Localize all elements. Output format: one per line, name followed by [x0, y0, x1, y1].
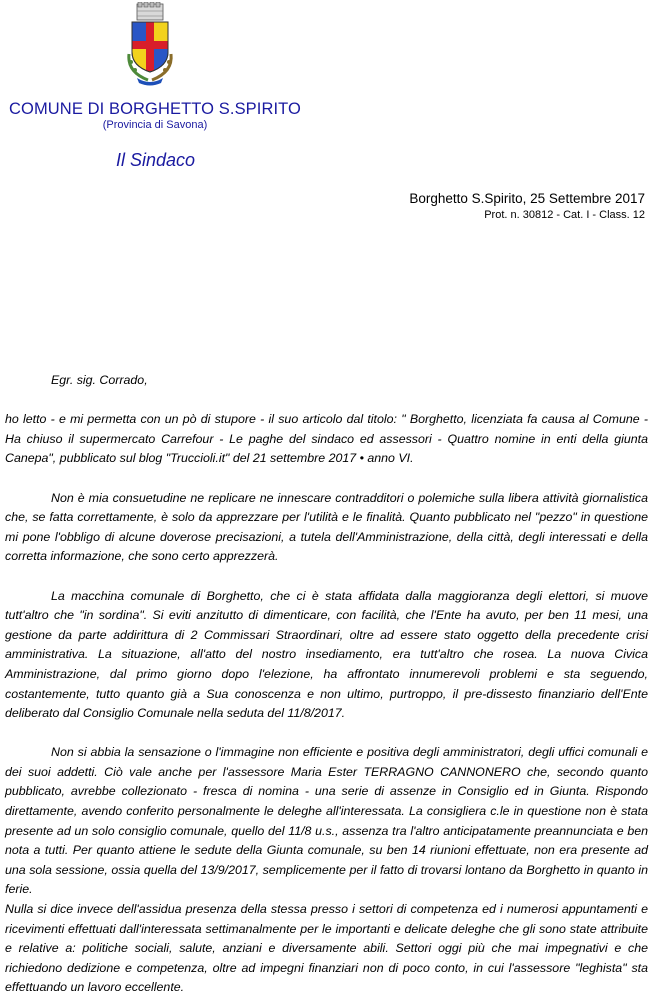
municipality-name: COMUNE DI BORGHETTO S.SPIRITO — [9, 100, 301, 118]
paragraph: La macchina comunale di Borghetto, che ci è stata affidata dalla maggioranza degli elettori, si muove tutt'altro che "in sordina". Si eviti anzitutto di dimenticare, con facilità, che l'Ente ha avuto, per ben 11 mesi, una gestione da parte addirittura di 2 Commissari Straordinari, oltre ad essere stato oggetto della precedente crisi amministrativa. La situazione, all'atto del nostro insediamento, era tutt'altro che rosea. La nuova Civica Amministrazione, dal primo giorno dopo l'elezione, ha affrontato innumerevoli problemi e sta seguendo, costantemente, tutto quanto già a Sua conoscenza e non ultimo, purtroppo, il pre-dissesto finanziario dell'Ente deliberato dal Consiglio Comunale nella seduta del 11/8/2017. — [5, 588, 648, 721]
paragraph: ho letto - e mi permetta con un pò di stupore - il suo articolo dal titolo: " Borghetto, licenziata fa causa al Comune - Ha chiuso il supermercato Carrefour - Le paghe del sindaco ed assessori - Quattro nomine in enti della giunta Canepa", pubblicato sul blog "Truccioli.it" del 21 settembre 2017 • anno VI. — [5, 412, 648, 466]
paragraph: Nulla si dice invece dell'assidua presenza della stessa presso i settori di competenza ed i numerosi appuntamenti e ricevimenti effettuati dall'interessata settimanalmente per le importanti e delicate deleghe che gli sono state attribuite e relative a: politiche sociali, salute, anziani e diversamente abili. Settori oggi più che mai impegnativi e che richiedono dedizione e competenza, oltre ad impegni finanziari non di poco conto, in cui l'assessore "leghista" sta effettuando un lavoro eccellente. — [5, 902, 648, 995]
letter-body — [5, 371, 648, 998]
municipal-coat-of-arms-icon — [121, 2, 179, 86]
paragraph: Non è mia consuetudine ne replicare ne innescare contradditori o polemiche sulla libera attività giornalistica che, se fatta correttamente, è solo da apprezzare per l'utilità e le finalità. Quanto pubblicato nel "pezzo" in questione mi pone l'obbligo di alcune doverose precisazioni, a tutela dell'Amministrazione, della città, degli interessati e della corretta informazione, che sono certo apprezzerà. — [5, 490, 648, 564]
province-name: (Provincia di Savona) — [102, 119, 208, 131]
place-and-date: Borghetto S.Spirito, 25 Settembre 2017 — [409, 191, 645, 206]
salutation: Egr. sig. Corrado, — [51, 373, 148, 387]
paragraph: Non si abbia la sensazione o l'immagine non efficiente e positiva degli amministratori, degli uffici comunali e dei suoi addetti. Ciò vale anche per l'assessore Maria Ester TERRAGNO CANNONERO che, secondo quanto pubblicato, avrebbe collezionato - fresca di nomina - una serie di assenze in Consiglio ed in Giunta. Rispondo direttamente, avendo conferito personalmente le deleghe all'interessata. La consigliera c.le in questione non è stata presente ad un solo consiglio comunale, quello del 11/8 u.s., assenza tra l'altro anticipatamente preannunciata e ben nota a tutti. Per quanto attiene le sedute della Giunta comunale, su ben 14 riunioni effettuate, non era presente ad una sola sessione, ossia quella del 13/9/2017, semplicemente per il fatto di trovarsi lontano da Borghetto in quanto in ferie. — [5, 745, 648, 897]
sender-role: Il Sindaco — [116, 150, 196, 170]
protocol-number: Prot. n. 30812 - Cat. I - Class. 12 — [484, 209, 645, 221]
